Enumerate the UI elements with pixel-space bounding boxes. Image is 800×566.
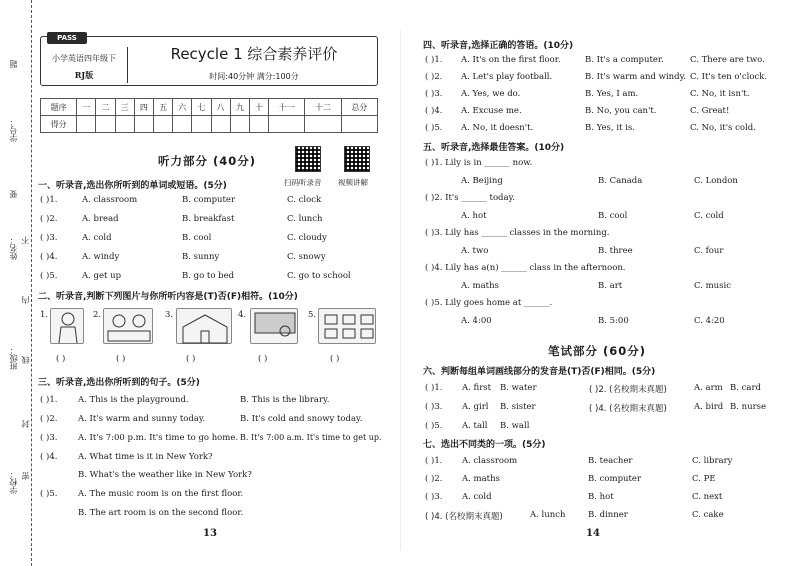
- option-b[interactable]: B. Canada: [598, 176, 643, 186]
- score-cell: 二: [96, 99, 115, 116]
- section-7-title: 七、选出不同类的一项。(5分): [423, 440, 546, 450]
- score-input[interactable]: [134, 116, 153, 133]
- option-a[interactable]: A. bread: [82, 214, 119, 224]
- option-b[interactable]: B. go to bed: [182, 271, 235, 281]
- margin-label: 封: [21, 420, 30, 428]
- option-b[interactable]: B. It's cold and snowy today.: [240, 414, 363, 424]
- option-c[interactable]: C. lunch: [287, 214, 323, 224]
- margin-label: 学号：: [9, 118, 18, 142]
- grade-label: 小学英语四年级下: [52, 54, 116, 63]
- header-divider: [127, 47, 128, 83]
- q-number: ( )4.: [40, 252, 58, 262]
- option-b[interactable]: B. nurse: [730, 402, 767, 412]
- q-number: ( )1.: [425, 383, 443, 393]
- picture-number: 5.: [308, 310, 317, 320]
- option-b[interactable]: B. It's warm and windy.: [585, 72, 686, 82]
- score-header-row: [41, 99, 378, 116]
- picture-kids-at-desk: [103, 308, 153, 344]
- option-a[interactable]: A. get up: [82, 271, 122, 281]
- score-cell: 八: [211, 99, 230, 116]
- option-c[interactable]: C. 4:20: [694, 316, 725, 326]
- option-a[interactable]: A. two: [461, 246, 489, 256]
- exam-title: Recycle 1 综合素养评价: [170, 45, 338, 63]
- score-cell: 三: [115, 99, 134, 116]
- q-number: ( )3.: [40, 233, 58, 243]
- option-a[interactable]: A. Yes, we do.: [461, 89, 521, 99]
- q-number: ( )5.: [425, 421, 443, 431]
- option-b[interactable]: B. 5:00: [598, 316, 629, 326]
- option-a[interactable]: A. first: [462, 383, 492, 393]
- score-cell: 十: [249, 99, 268, 116]
- section-1-title: 一、听录音,选出你所听到的单词或短语。(5分): [38, 181, 227, 191]
- option-a[interactable]: A. classroom: [462, 456, 518, 466]
- option-a[interactable]: A. cold: [82, 233, 112, 243]
- option-b[interactable]: B. The art room is on the second floor.: [78, 508, 244, 518]
- option-a[interactable]: A. The music room is on the first floor.: [78, 489, 244, 499]
- answer-blank[interactable]: ( ): [56, 354, 66, 364]
- option-b[interactable]: B. three: [598, 246, 633, 256]
- option-a[interactable]: A. classroom: [82, 195, 138, 205]
- exam-header: [40, 36, 378, 86]
- option-a[interactable]: A. What time is it in New York?: [78, 452, 213, 462]
- page-number-right: 14: [586, 528, 600, 539]
- q-number: ( )2. (名校期末真题): [589, 385, 667, 395]
- qr-code-audio[interactable]: [295, 146, 321, 172]
- margin-label: 线: [21, 356, 30, 364]
- qr-audio-label: 扫码听录音: [284, 178, 322, 187]
- option-c[interactable]: C. music: [694, 281, 731, 291]
- writing-title: 笔试部分 (60分): [548, 344, 647, 358]
- question-stem: ( )1. Lily is in ______ now.: [425, 158, 533, 168]
- option-a[interactable]: A. It's 7:00 p.m. It's time to go home.: [78, 433, 239, 443]
- margin-label: 学校：: [9, 470, 18, 494]
- option-c[interactable]: C. four: [694, 246, 724, 256]
- picture-teacher-board: [250, 308, 298, 344]
- option-a[interactable]: A. maths: [461, 281, 499, 291]
- q-number: ( )5.: [40, 271, 58, 281]
- score-cell: 十二: [305, 99, 341, 116]
- option-c[interactable]: C. It's ten o'clock.: [690, 72, 768, 82]
- option-c[interactable]: C. Great!: [690, 106, 730, 116]
- q-number: ( )2.: [425, 72, 443, 82]
- section-2-title: 二、听录音,判断下列图片与你所听内容是(T)否(F)相符。(10分): [38, 292, 298, 302]
- section-4-title: 四、听录音,选择正确的答语。(10分): [423, 41, 574, 51]
- q-number: ( )1.: [40, 195, 58, 205]
- option-b[interactable]: B. computer: [588, 474, 642, 484]
- question-stem: ( )5. Lily goes home at ______.: [425, 298, 553, 308]
- score-row-label: 得分: [41, 116, 77, 133]
- score-input-row: [41, 116, 378, 133]
- q-number: ( )2.: [40, 414, 58, 424]
- option-b[interactable]: B. dinner: [588, 510, 628, 520]
- section-3-title: 三、听录音,选出你所听到的句子。(5分): [38, 378, 200, 388]
- score-cell: 总分: [341, 99, 377, 116]
- answer-blank[interactable]: ( ): [330, 354, 340, 364]
- q-number: ( )5.: [40, 489, 58, 499]
- option-b[interactable]: B. It's 7:00 a.m. It's time to get up.: [240, 433, 382, 442]
- score-input[interactable]: [341, 116, 377, 133]
- score-input[interactable]: [96, 116, 115, 133]
- answer-blank[interactable]: ( ): [186, 354, 196, 364]
- page-divider: [400, 30, 401, 550]
- option-a[interactable]: A. This is the playground.: [78, 395, 189, 405]
- option-a[interactable]: A. arm: [694, 383, 723, 393]
- margin-label: 姓名：: [9, 236, 18, 260]
- margin-label: 要: [9, 190, 18, 198]
- option-b[interactable]: B. cool: [598, 211, 628, 221]
- margin-label: 班级：: [9, 346, 18, 370]
- option-b[interactable]: B. sunny: [182, 252, 220, 262]
- picture-student: [50, 308, 84, 344]
- option-b[interactable]: B. Yes, it is.: [585, 123, 635, 133]
- q-number: ( )3.: [425, 89, 443, 99]
- option-a[interactable]: A. bird: [694, 402, 724, 412]
- q-number: ( )4.: [425, 106, 443, 116]
- score-cell: 题序: [41, 99, 77, 116]
- option-c[interactable]: C. PE: [692, 474, 716, 484]
- question-stem: ( )2. It's ______ today.: [425, 193, 515, 203]
- pass-logo: PASS: [47, 32, 87, 44]
- option-a[interactable]: A. Excuse me.: [461, 106, 522, 116]
- q-number: ( )4. (名校期末真题): [425, 512, 503, 522]
- option-c[interactable]: C. go to school: [287, 271, 351, 281]
- option-c[interactable]: C. London: [694, 176, 738, 186]
- option-b[interactable]: B. sister: [500, 402, 536, 412]
- listening-title: 听力部分 (40分): [158, 154, 257, 168]
- score-cell: 六: [173, 99, 192, 116]
- option-a[interactable]: A. hot: [461, 211, 487, 221]
- margin-label: 题: [9, 60, 18, 68]
- picture-number: 2.: [93, 310, 102, 320]
- margin-label: 内: [21, 296, 30, 304]
- margin-label: 密: [21, 472, 30, 480]
- q-number: ( )1.: [425, 456, 443, 466]
- option-b[interactable]: B. breakfast: [182, 214, 235, 224]
- q-number: ( )3.: [40, 433, 58, 443]
- score-input[interactable]: [211, 116, 230, 133]
- option-c[interactable]: C. next: [692, 492, 723, 502]
- section-6-title: 六、判断每组单词画线部分的发音是(T)否(F)相同。(5分): [423, 367, 656, 377]
- option-a[interactable]: A. maths: [462, 474, 500, 484]
- margin-label: 不: [21, 236, 30, 244]
- score-cell: 一: [77, 99, 96, 116]
- score-input[interactable]: [173, 116, 192, 133]
- section-5-title: 五、听录音,选择最佳答案。(10分): [423, 143, 565, 153]
- option-b[interactable]: B. wall: [500, 421, 530, 431]
- option-a[interactable]: A. No, it doesn't.: [461, 123, 534, 133]
- option-c[interactable]: C. library: [692, 456, 733, 466]
- score-cell: 九: [230, 99, 249, 116]
- score-cell: 十一: [269, 99, 305, 116]
- answer-blank[interactable]: ( ): [116, 354, 126, 364]
- score-cell: 五: [154, 99, 173, 116]
- qr-video-label: 视频讲解: [338, 178, 368, 187]
- option-c[interactable]: C. cloudy: [287, 233, 327, 243]
- option-c[interactable]: C. cold: [694, 211, 724, 221]
- option-b[interactable]: B. hot: [588, 492, 614, 502]
- score-input[interactable]: [77, 116, 96, 133]
- score-table: [40, 98, 378, 133]
- option-a[interactable]: A. Beijing: [461, 176, 503, 186]
- score-input[interactable]: [249, 116, 268, 133]
- option-a[interactable]: A. cold: [462, 492, 492, 502]
- option-c[interactable]: C. No, it isn't.: [690, 89, 750, 99]
- picture-number: 1.: [40, 310, 49, 320]
- answer-blank[interactable]: ( ): [258, 354, 268, 364]
- q-number: ( )4.: [40, 452, 58, 462]
- option-a[interactable]: A. windy: [82, 252, 120, 262]
- option-a[interactable]: A. lunch: [530, 510, 566, 520]
- q-number: ( )2.: [40, 214, 58, 224]
- picture-school-building: [176, 308, 232, 344]
- question-stem: ( )3. Lily has ______ classes in the morning.: [425, 228, 610, 238]
- option-a[interactable]: A. tall: [462, 421, 488, 431]
- option-b[interactable]: B. What's the weather like in New York?: [78, 470, 252, 480]
- score-input[interactable]: [305, 116, 341, 133]
- score-cell: 七: [192, 99, 211, 116]
- option-b[interactable]: B. water: [500, 383, 537, 393]
- score-input[interactable]: [269, 116, 305, 133]
- option-b[interactable]: B. computer: [182, 195, 236, 205]
- edition-label: RJ版: [74, 70, 94, 80]
- q-number: ( )1.: [40, 395, 58, 405]
- option-b[interactable]: B. art: [598, 281, 623, 291]
- option-b[interactable]: B. No, you can't.: [585, 106, 657, 116]
- picture-number: 3.: [165, 310, 174, 320]
- option-a[interactable]: A. 4:00: [461, 316, 492, 326]
- q-number: ( )5.: [425, 123, 443, 133]
- option-b[interactable]: B. Yes, I am.: [585, 89, 639, 99]
- option-a[interactable]: A. It's warm and sunny today.: [78, 414, 206, 424]
- score-input[interactable]: [192, 116, 211, 133]
- score-cell: 四: [134, 99, 153, 116]
- qr-code-video[interactable]: [344, 146, 370, 172]
- option-a[interactable]: A. It's on the first floor.: [461, 55, 561, 65]
- q-number: ( )4. (名校期末真题): [589, 404, 667, 414]
- page-number-left: 13: [203, 528, 217, 539]
- option-b[interactable]: B. It's a computer.: [585, 55, 664, 65]
- score-input[interactable]: [154, 116, 173, 133]
- option-c[interactable]: C. No, it's cold.: [690, 123, 756, 133]
- exam-meta: 时间:40分钟 满分:100分: [209, 72, 299, 81]
- option-a[interactable]: A. Let's play football.: [461, 72, 553, 82]
- score-input[interactable]: [115, 116, 134, 133]
- option-c[interactable]: C. cake: [692, 510, 724, 520]
- q-number: ( )2.: [425, 474, 443, 484]
- score-input[interactable]: [230, 116, 249, 133]
- q-number: ( )3.: [425, 492, 443, 502]
- binding-margin: [0, 0, 32, 566]
- q-number: ( )1.: [425, 55, 443, 65]
- picture-number: 4.: [238, 310, 247, 320]
- option-b[interactable]: B. teacher: [588, 456, 633, 466]
- picture-computer-room: [318, 308, 376, 344]
- option-c[interactable]: C. clock: [287, 195, 322, 205]
- option-b[interactable]: B. card: [730, 383, 761, 393]
- q-number: ( )3.: [425, 402, 443, 412]
- option-b[interactable]: B. cool: [182, 233, 212, 243]
- option-b[interactable]: B. This is the library.: [240, 395, 330, 405]
- option-c[interactable]: C. There are two.: [690, 55, 765, 65]
- option-c[interactable]: C. snowy: [287, 252, 326, 262]
- option-a[interactable]: A. girl: [462, 402, 489, 412]
- question-stem: ( )4. Lily has a(n) ______ class in the afternoon.: [425, 263, 626, 273]
